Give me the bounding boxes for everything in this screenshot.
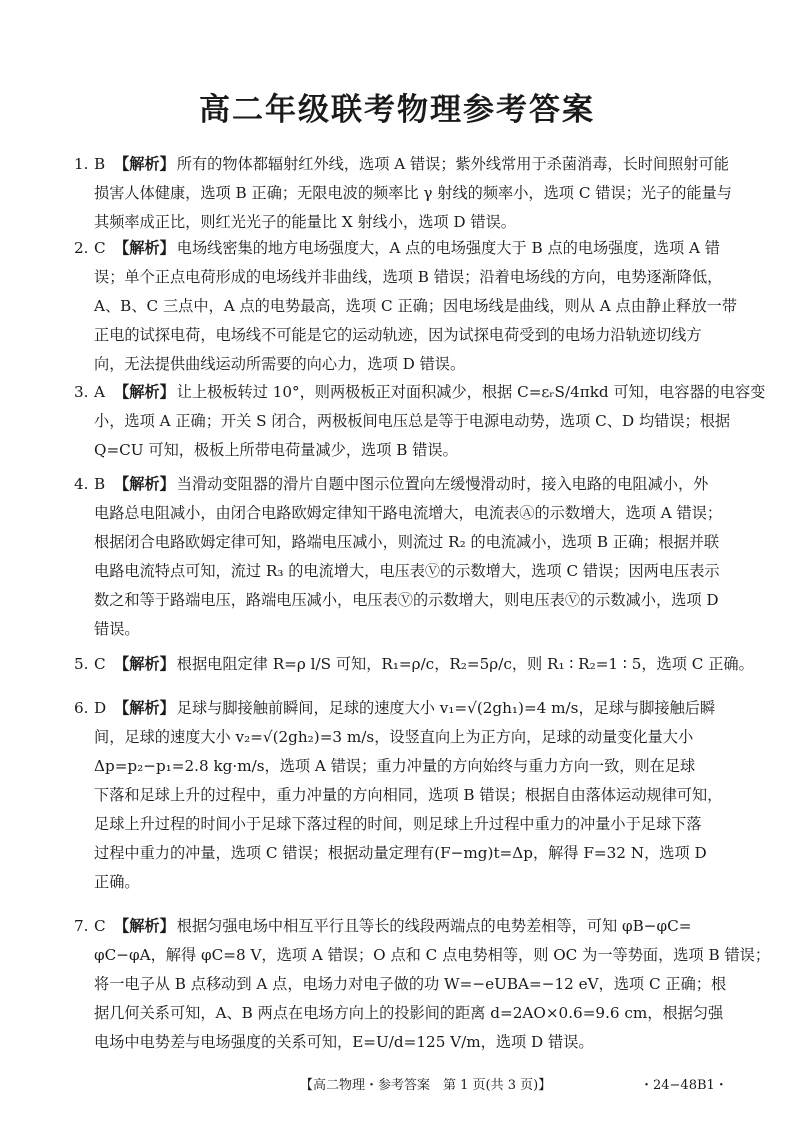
answer-letter: D (94, 699, 107, 717)
question-number: 2. (74, 239, 89, 257)
line-text: 下落和足球上升的过程中，重力冲量的方向相同，选项 B 错误；根据自由落体运动规律可知， (94, 786, 723, 804)
answer-line (74, 752, 724, 781)
answer-line (74, 378, 766, 407)
answer-letter: C (94, 239, 106, 257)
answer-line (74, 650, 754, 679)
answer-letter: C (94, 917, 106, 935)
line-text: Q=CU 可知，极板上所带电荷量减少，选项 B 错误。 (94, 441, 458, 459)
line-text: 过程中重力的冲量，选项 C 错误；根据动量定理有(F−mg)t=Δp，解得 F=32 N，选项 D (94, 844, 707, 862)
answer-letter: A (94, 383, 105, 401)
line-text: 损害人体健康，选项 B 正确；无限电波的频率比 γ 射线的频率小，选项 C 错误；光子的能量与 (94, 184, 732, 202)
answer-line (74, 912, 724, 941)
answer-letter: B (94, 155, 106, 173)
question-number: 1. (74, 155, 89, 173)
answer-item (74, 912, 771, 1057)
question-number: 6. (74, 699, 89, 717)
analysis-tag: 【解析】 (114, 699, 175, 717)
analysis-tag: 【解析】 (114, 655, 175, 673)
line-text: 所有的物体都辐射红外线，选项 A 错误；紫外线常用于杀菌消毒，长时间照射可能 (176, 155, 729, 173)
answer-line (74, 615, 724, 644)
line-text: φC−φA，解得 φC=8 V，选项 A 错误；O 点和 C 点电势相等，则 OC 为一等势面，选项 B 错误； (94, 946, 771, 964)
answer-line (74, 810, 724, 839)
line-text: 正电的试探电荷，电场线不可能是它的运动轨迹，因为试探电荷受到的电场力沿轨迹切线方 (94, 326, 702, 344)
answer-line (74, 292, 738, 321)
answer-line (74, 970, 727, 999)
line-text: 将一电子从 B 点移动到 A 点，电场力对电子做的功 W=−eUBA=−12 eV，选项 C 正确；根 (94, 975, 727, 993)
answer-line (74, 528, 724, 557)
answer-line (74, 499, 724, 528)
answer-line (74, 557, 724, 586)
answer-line (74, 234, 724, 263)
answer-line (74, 868, 724, 897)
answer-line (74, 839, 724, 868)
line-text: 让上极板转过 10°，则两极板正对面积减少，根据 C=εᵣS/4πkd 可知，电容器的电容变 (176, 383, 766, 401)
analysis-tag: 【解析】 (114, 917, 175, 935)
line-text: 小，选项 A 正确；开关 S 闭合，两极板间电压总是等于电源电动势，选项 C、D 均错误；根据 (94, 412, 731, 430)
answer-line (74, 350, 724, 379)
line-text: 正确。 (94, 873, 140, 891)
line-text: 足球与脚接触前瞬间，足球的速度大小 v₁=√(2gh₁)=4 m/s，足球与脚接触后瞬 (176, 699, 716, 717)
analysis-tag: 【解析】 (114, 239, 175, 257)
line-text: 当滑动变阻器的滑片自题中图示位置向左缓慢滑动时，接入电路的电阻减小，外 (176, 475, 709, 493)
answer-line (74, 150, 729, 179)
answer-item (74, 234, 738, 379)
analysis-tag: 【解析】 (114, 475, 175, 493)
answer-line (74, 436, 724, 465)
footer-code: ・24−48B1・ (640, 1078, 728, 1093)
line-text: 电场线密集的地方电场强度大，A 点的电场强度大于 B 点的电场强度，选项 A 错 (176, 239, 720, 257)
line-text: 据几何关系可知，A、B 两点在电场方向上的投影间的距离 d=2AO×0.6=9.6 cm，根据匀强 (94, 1004, 724, 1022)
analysis-tag: 【解析】 (114, 155, 175, 173)
answer-item (74, 150, 732, 237)
answer-line (74, 941, 771, 970)
footer-page-info: 【高二物理・参考答案 第 1 页(共 3 页)】 (300, 1078, 552, 1093)
answer-line (74, 179, 732, 208)
question-number: 5. (74, 655, 89, 673)
question-number: 3. (74, 383, 89, 401)
answer-line (74, 321, 724, 350)
answer-line (74, 208, 724, 237)
question-number: 4. (74, 475, 89, 493)
line-text: 错误。 (94, 620, 140, 638)
answer-item (74, 650, 754, 679)
answer-item (74, 694, 724, 897)
answer-line (74, 723, 724, 752)
line-text: 数之和等于路端电压，路端电压减小，电压表Ⓥ的示数增大，则电压表Ⓥ的示数减小，选项 D (94, 591, 719, 609)
line-text: 间，足球的速度大小 v₂=√(2gh₂)=3 m/s，设竖直向上为正方向，足球的动量变化量大小 (94, 728, 694, 746)
answer-letter: C (94, 655, 106, 673)
answer-item (74, 378, 766, 465)
answer-line (74, 263, 724, 292)
answer-item (74, 470, 724, 644)
answer-line (74, 407, 731, 436)
line-text: 电路电流特点可知，流过 R₃ 的电流增大，电压表Ⓥ的示数增大，选项 C 错误；因两电压表示 (94, 562, 720, 580)
line-text: 根据匀强电场中相互平行且等长的线段两端点的电势差相等，可知 φB−φC= (176, 917, 692, 935)
line-text: 误；单个正点电荷形成的电场线并非曲线，选项 B 错误；沿着电场线的方向，电势逐渐降低， (94, 268, 723, 286)
answer-line (74, 694, 724, 723)
line-text: 电场中电势差与电场强度的关系可知，E=U/d=125 V/m，选项 D 错误。 (94, 1033, 594, 1051)
line-text: A、B、C 三点中，A 点的电势最高，选项 C 正确；因电场线是曲线，则从 A 点由静止释放一带 (94, 297, 738, 315)
answer-line (74, 586, 724, 615)
analysis-tag: 【解析】 (114, 383, 175, 401)
answer-line (74, 470, 724, 499)
line-text: 其频率成正比，则红光光子的能量比 X 射线小，选项 D 错误。 (94, 213, 516, 231)
page-title: 高二年级联考物理参考答案 (199, 92, 595, 128)
answer-line (74, 1028, 724, 1057)
line-text: 电路总电阻减小，由闭合电路欧姆定律知干路电流增大，电流表Ⓐ的示数增大，选项 A 错误； (94, 504, 723, 522)
line-text: 向，无法提供曲线运动所需要的向心力，选项 D 错误。 (94, 355, 466, 373)
answer-line (74, 781, 724, 810)
line-text: 根据闭合电路欧姆定律可知，路端电压减小，则流过 R₂ 的电流减小，选项 B 正确；根据并联 (94, 533, 720, 551)
line-text: Δp=p₂−p₁=2.8 kg·m/s，选项 A 错误；重力冲量的方向始终与重力方向一致，则在足球 (94, 757, 696, 775)
question-number: 7. (74, 917, 89, 935)
answer-line (74, 999, 724, 1028)
answer-letter: B (94, 475, 106, 493)
line-text: 足球上升过程的时间小于足球下落过程的时间，则足球上升过程中重力的冲量小于足球下落 (94, 815, 702, 833)
line-text: 根据电阻定律 R=ρ l/S 可知，R₁=ρ/c，R₂=5ρ/c，则 R₁ ∶ R₂=1 ∶ 5，选项 C 正确。 (176, 655, 754, 673)
